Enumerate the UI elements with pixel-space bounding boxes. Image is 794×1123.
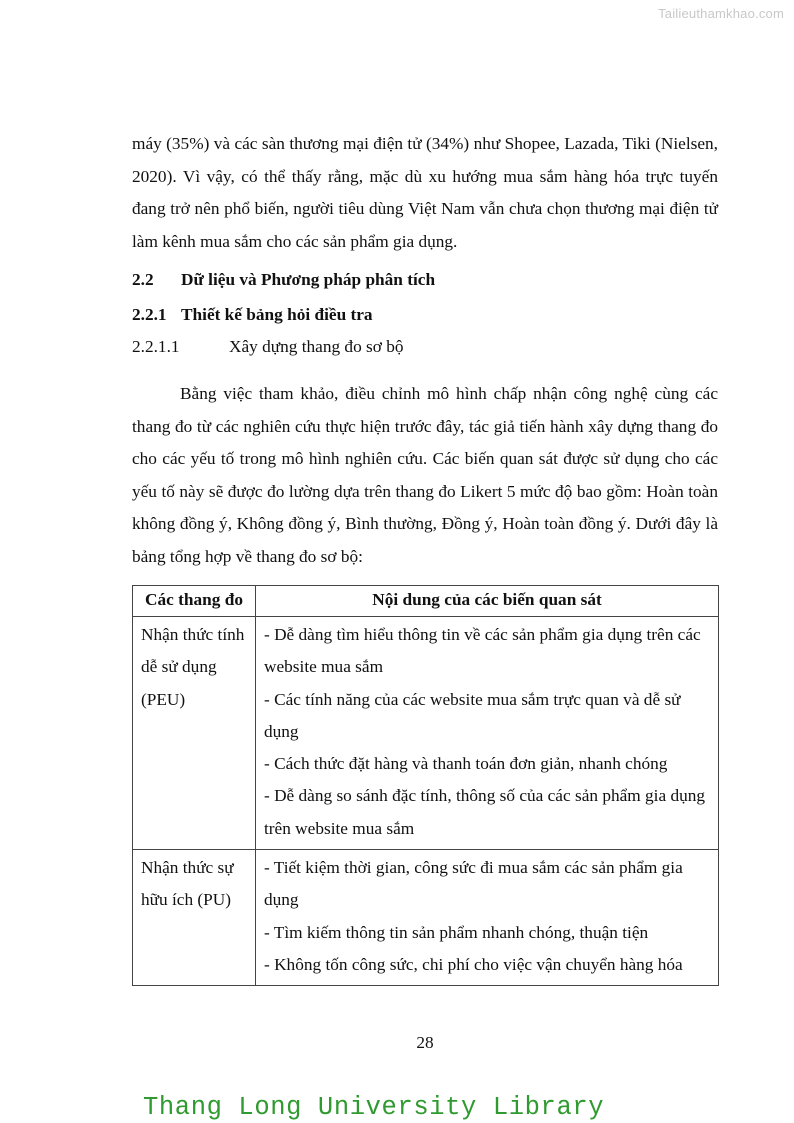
table-header-row [133,586,719,617]
table-row [133,850,719,986]
method-section [132,378,718,573]
scale-item: - Các tính năng của các website mua sắm trực quan và dễ sử dụng [264,689,681,741]
intro-section [132,128,718,258]
table-row [133,617,719,850]
subsubsection-heading [132,337,404,357]
scale-items [256,850,719,986]
scale-name: Nhận thức tính dễ sử dụng (PEU) [133,617,256,850]
section-title: Dữ liệu và Phương pháp phân tích [181,270,436,289]
scale-item: - Cách thức đặt hàng và thanh toán đơn giản, nhanh chóng [264,754,668,774]
scale-item: - Dễ dàng so sánh đặc tính, thông số của các sản phẩm gia dụng trên website mua sắm [264,786,706,838]
header-scales: Các thang đo [133,586,256,617]
scales-table [132,585,719,986]
scale-items [256,617,719,850]
page-number: 28 [416,1033,434,1052]
scale-name: Nhận thức sự hữu ích (PU) [133,850,256,986]
method-paragraph: Bằng việc tham khảo, điều chỉnh mô hình chấp nhận công nghệ cùng các thang đo từ các nghiên cứu thực hiện trước đây, tác giả tiến hành xây dựng thang đo cho các yếu tố trong mô hình nghiên cứu. Các biến quan sát được sử dụng cho các yếu tố này sẽ được đo lường dựa trên thang đo Likert 5 mức độ bao gồm: Hoàn toàn không đồng ý, Không đồng ý, Bình thường, Đồng ý, Hoàn toàn đồng ý. Dưới đây là bảng tổng hợp về thang đo sơ bộ: [132,384,718,566]
subsection-title: Thiết kế bảng hỏi điều tra [181,305,373,324]
header-content: Nội dung của các biến quan sát [256,586,719,617]
scale-item: - Dễ dàng tìm hiểu thông tin về các sản phẩm gia dụng trên các website mua sắm [264,625,701,677]
intro-paragraph: máy (35%) và các sàn thương mại điện tử (34%) như Shopee, Lazada, Tiki (Nielsen, 2020). Vì vậy, có thể thấy rằng, mặc dù xu hướng mua sắm hàng hóa trực tuyến đang trở nên phổ biến, người tiêu dùng Việt Nam vẫn chưa chọn thương mại điện tử làm kênh mua sắm cho các sản phẩm gia dụng. [132,134,718,251]
subsection-number: 2.2.1 [132,305,167,324]
scale-item: - Tiết kiệm thời gian, công sức đi mua sắm các sản phẩm gia dụng [264,858,683,910]
watermark: Tailieuthamkhao.com [658,6,784,21]
subsection-heading [132,305,373,325]
scale-item: - Tìm kiếm thông tin sản phẩm nhanh chóng, thuận tiện [264,922,649,942]
scale-item: - Không tốn công sức, chi phí cho việc vận chuyển hàng hóa [264,954,683,974]
section-heading [132,270,435,290]
section-number: 2.2 [132,270,154,289]
subsubsection-number: 2.2.1.1 [132,337,180,356]
subsubsection-title: Xây dựng thang đo sơ bộ [229,337,404,356]
library-footer: Thang Long University Library [143,1093,605,1122]
